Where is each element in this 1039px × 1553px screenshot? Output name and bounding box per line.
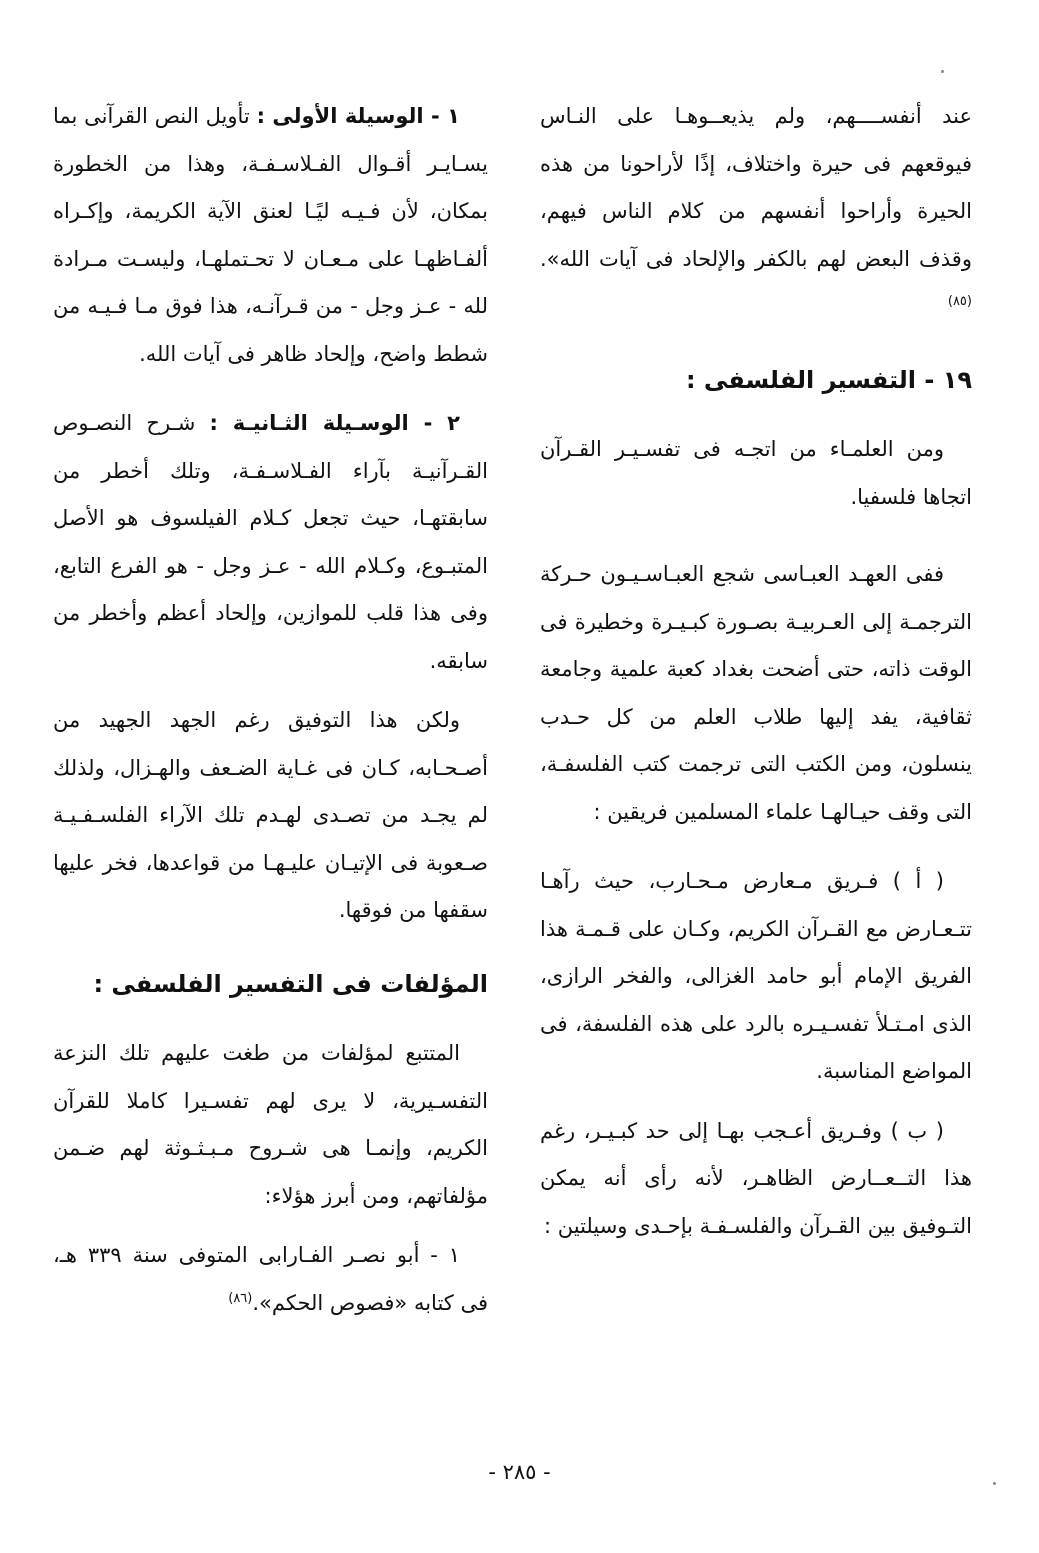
left-column — [53, 93, 488, 1327]
paragraph: ( أ ) فـريق مـعارض مـحـارب، حيث رآهـا تتـعـارض مع القـرآن الكريم، وكـان على قـمـة هذا الفريق الإمام أبو حامد الغزالى، والفخر الرازى، الذى امـتـلأ تفسـيـره بالرد على هذه الفلسفة، فى المواضع المناسبة. — [540, 869, 972, 1083]
scan-speck — [941, 70, 944, 73]
right-column — [540, 93, 972, 1250]
paragraph-text: عند أنفســــهم، ولم يذيعــوهـا على النـاس فيوقعهم فى حيرة واختلاف، إذًا لأراحونا من هذه الحيرة وأراحوا أنفسهم من كلام الناس فيهم، وقذف البعض لهم بالكفر والإلحاد فى آيات الله». — [540, 104, 972, 271]
section-heading: المؤلفات فى التفسير الفلسفى : — [93, 969, 488, 998]
paragraph-lead: ١ - الوسيلة الأولى : — [256, 104, 460, 128]
section-heading: ١٩ - التفسير الفلسفى : — [685, 365, 972, 394]
paragraph: ( ب ) وفـريق أعـجب بهـا إلى حد كبـيـر، رغم هذا التــعــارض الظاهـر، لأنه رأى أنه يمكن التـوفيق بين القـرآن والفلسـفـة بإحـدى وسيلتين : — [540, 1118, 972, 1238]
paragraph — [540, 93, 972, 331]
footnote-marker: (٨٦) — [228, 1290, 253, 1306]
paragraph: المتتبع لمؤلفات من طغت عليهم تلك النزعة التفسـيرية، لا يرى لهم تفسـيرا كاملا للقرآن الكريم، وإنمـا هى شـروح مـبـثـوثة لهم ضـمن مؤلفاتهم، ومن أبرز هؤلاء: — [53, 1041, 488, 1208]
footnote-marker: (٨٥) — [947, 294, 972, 309]
paragraph-text: تأويل النص القرآنى بما يسـايـر أقـوال الفـلاسـفـة، وهذا من الخطورة بمكان، لأن فـيـه ليًـا لعنق الآية الكريمة، وإكـراه ألفـاظهـا على مـعـان لا تحـتملهـا، وليسـت مـرادة لله - عـز وجل - من قـرآنـه، هذا فوق مـا فـيـه من شطط واضح، وإلحاد ظاهر فى آيات الله. — [53, 104, 488, 366]
paragraph-lead: ٢ - الوسـيلة الثـانيـة : — [209, 411, 460, 435]
paragraph-text: شـرح النصـوص القـرآنيـة بآراء الفـلاسـفـة، وتلك أخطر من سابقتهـا، حيث تجعل كـلام الفيلسوف هو الأصل المتبـوع، وكـلام الله - عـز وجل - هو الفرع التابع، وفى هذا قلب للموازين، وإلحاد أعظم وأخطر من سابقه. — [53, 411, 488, 673]
paragraph — [53, 1232, 488, 1327]
paragraph: ولكن هذا التوفيق رغم الجهد الجهيد من أصـحـابه، كـان فى غـاية الضـعف والهـزال، ولذلك لم يجـد من تصـدى لهـدم تلك الآراء الفلسـفـيـة صـعوبة فى الإتيـان عليـهـا من قواعدها، فخر عليها سقفها من فوقها. — [53, 708, 488, 922]
paragraph-text: ١ - أبو نصـر الفـارابى المتوفى سنة ٣٣٩ هـ، فى كتابه «فصوص الحكم». — [53, 1243, 488, 1315]
scan-speck — [993, 1482, 996, 1485]
paragraph: ففى العهـد العبـاسى شجع العبـاسـيـون حـركة الترجمـة إلى العـربيـة بصـورة كبـيـرة وخطيرة فى الوقت ذاته، حتى أضحت بغداد كعبة علمية وجامعة ثقافية، يفد إليها طلاب العلم من كل حـدب ينسلون، ومن الكتب التى ترجمت كتب الفلسفـة، التى وقف حيـالهـا علماء المسلمين فريقين : — [540, 562, 972, 824]
paragraph — [53, 400, 488, 685]
paragraph: ومن العلمـاء من اتجـه فى تفسـيـر القـرآن اتجاها فلسفيا. — [540, 437, 972, 509]
page-number: - ٢٨٥ - — [488, 1460, 551, 1484]
paragraph — [53, 93, 488, 378]
